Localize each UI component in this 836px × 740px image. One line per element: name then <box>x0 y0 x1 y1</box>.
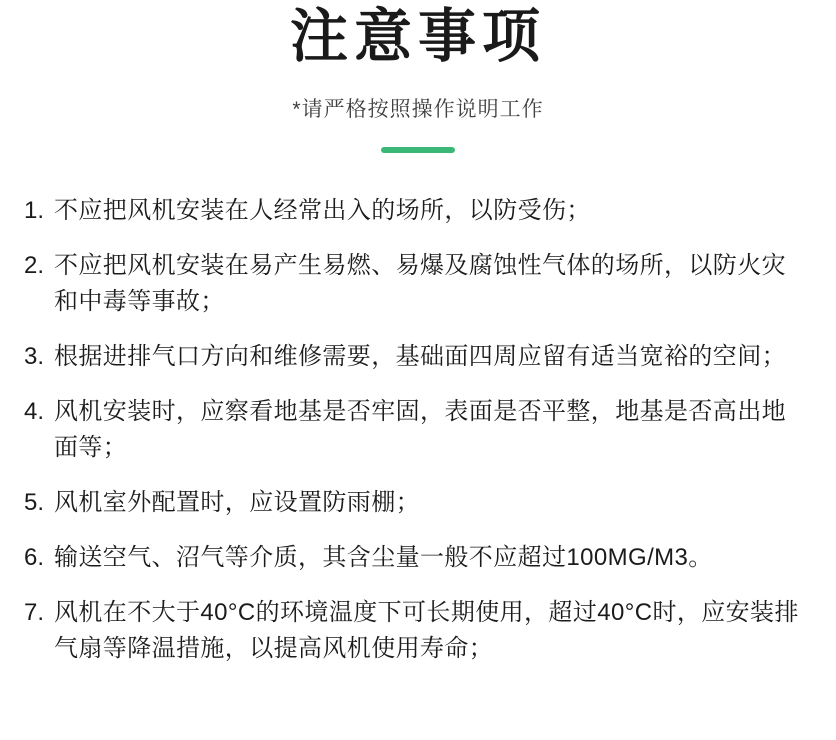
list-item-text: 风机室外配置时，应设置防雨棚； <box>54 488 420 516</box>
list-item <box>0 193 836 229</box>
list-item-number: 3. <box>23 342 44 370</box>
list-item-number: 7. <box>23 598 44 626</box>
list-item-number: 6. <box>23 543 44 571</box>
list-item <box>0 540 836 576</box>
list-item-text: 不应把风机安装在人经常出入的场所，以防受伤； <box>54 196 591 224</box>
list-item <box>0 339 836 375</box>
list-item-number: 2. <box>23 251 44 279</box>
page-subtitle: *请严格按照操作说明工作 <box>292 97 544 121</box>
list-item-text: 风机在不大于40°C的环境温度下可长期使用，超过40°C时，应安装排气扇等降温措施，以提高风机使用寿命； <box>54 598 799 662</box>
list-item <box>0 248 836 320</box>
page-header <box>0 0 836 153</box>
notes-list <box>0 193 836 667</box>
list-item <box>0 485 836 521</box>
list-item <box>0 394 836 466</box>
list-item-text: 根据进排气口方向和维修需要，基础面四周应留有适当宽裕的空间； <box>54 342 786 370</box>
list-item <box>0 595 836 667</box>
accent-divider <box>381 147 455 153</box>
list-item-number: 1. <box>23 196 44 224</box>
list-item-number: 5. <box>23 488 44 516</box>
list-item-text: 输送空气、沼气等介质，其含尘量一般不应超过100MG/M3。 <box>54 543 713 571</box>
accent-divider-wrap <box>0 147 836 153</box>
list-item-number: 4. <box>23 397 44 425</box>
list-item-text: 风机安装时，应察看地基是否牢固，表面是否平整，地基是否高出地面等； <box>54 397 786 461</box>
list-item-text: 不应把风机安装在易产生易燃、易爆及腐蚀性气体的场所，以防火灾和中毒等事故； <box>54 251 786 315</box>
page-title: 注意事项 <box>289 4 546 69</box>
